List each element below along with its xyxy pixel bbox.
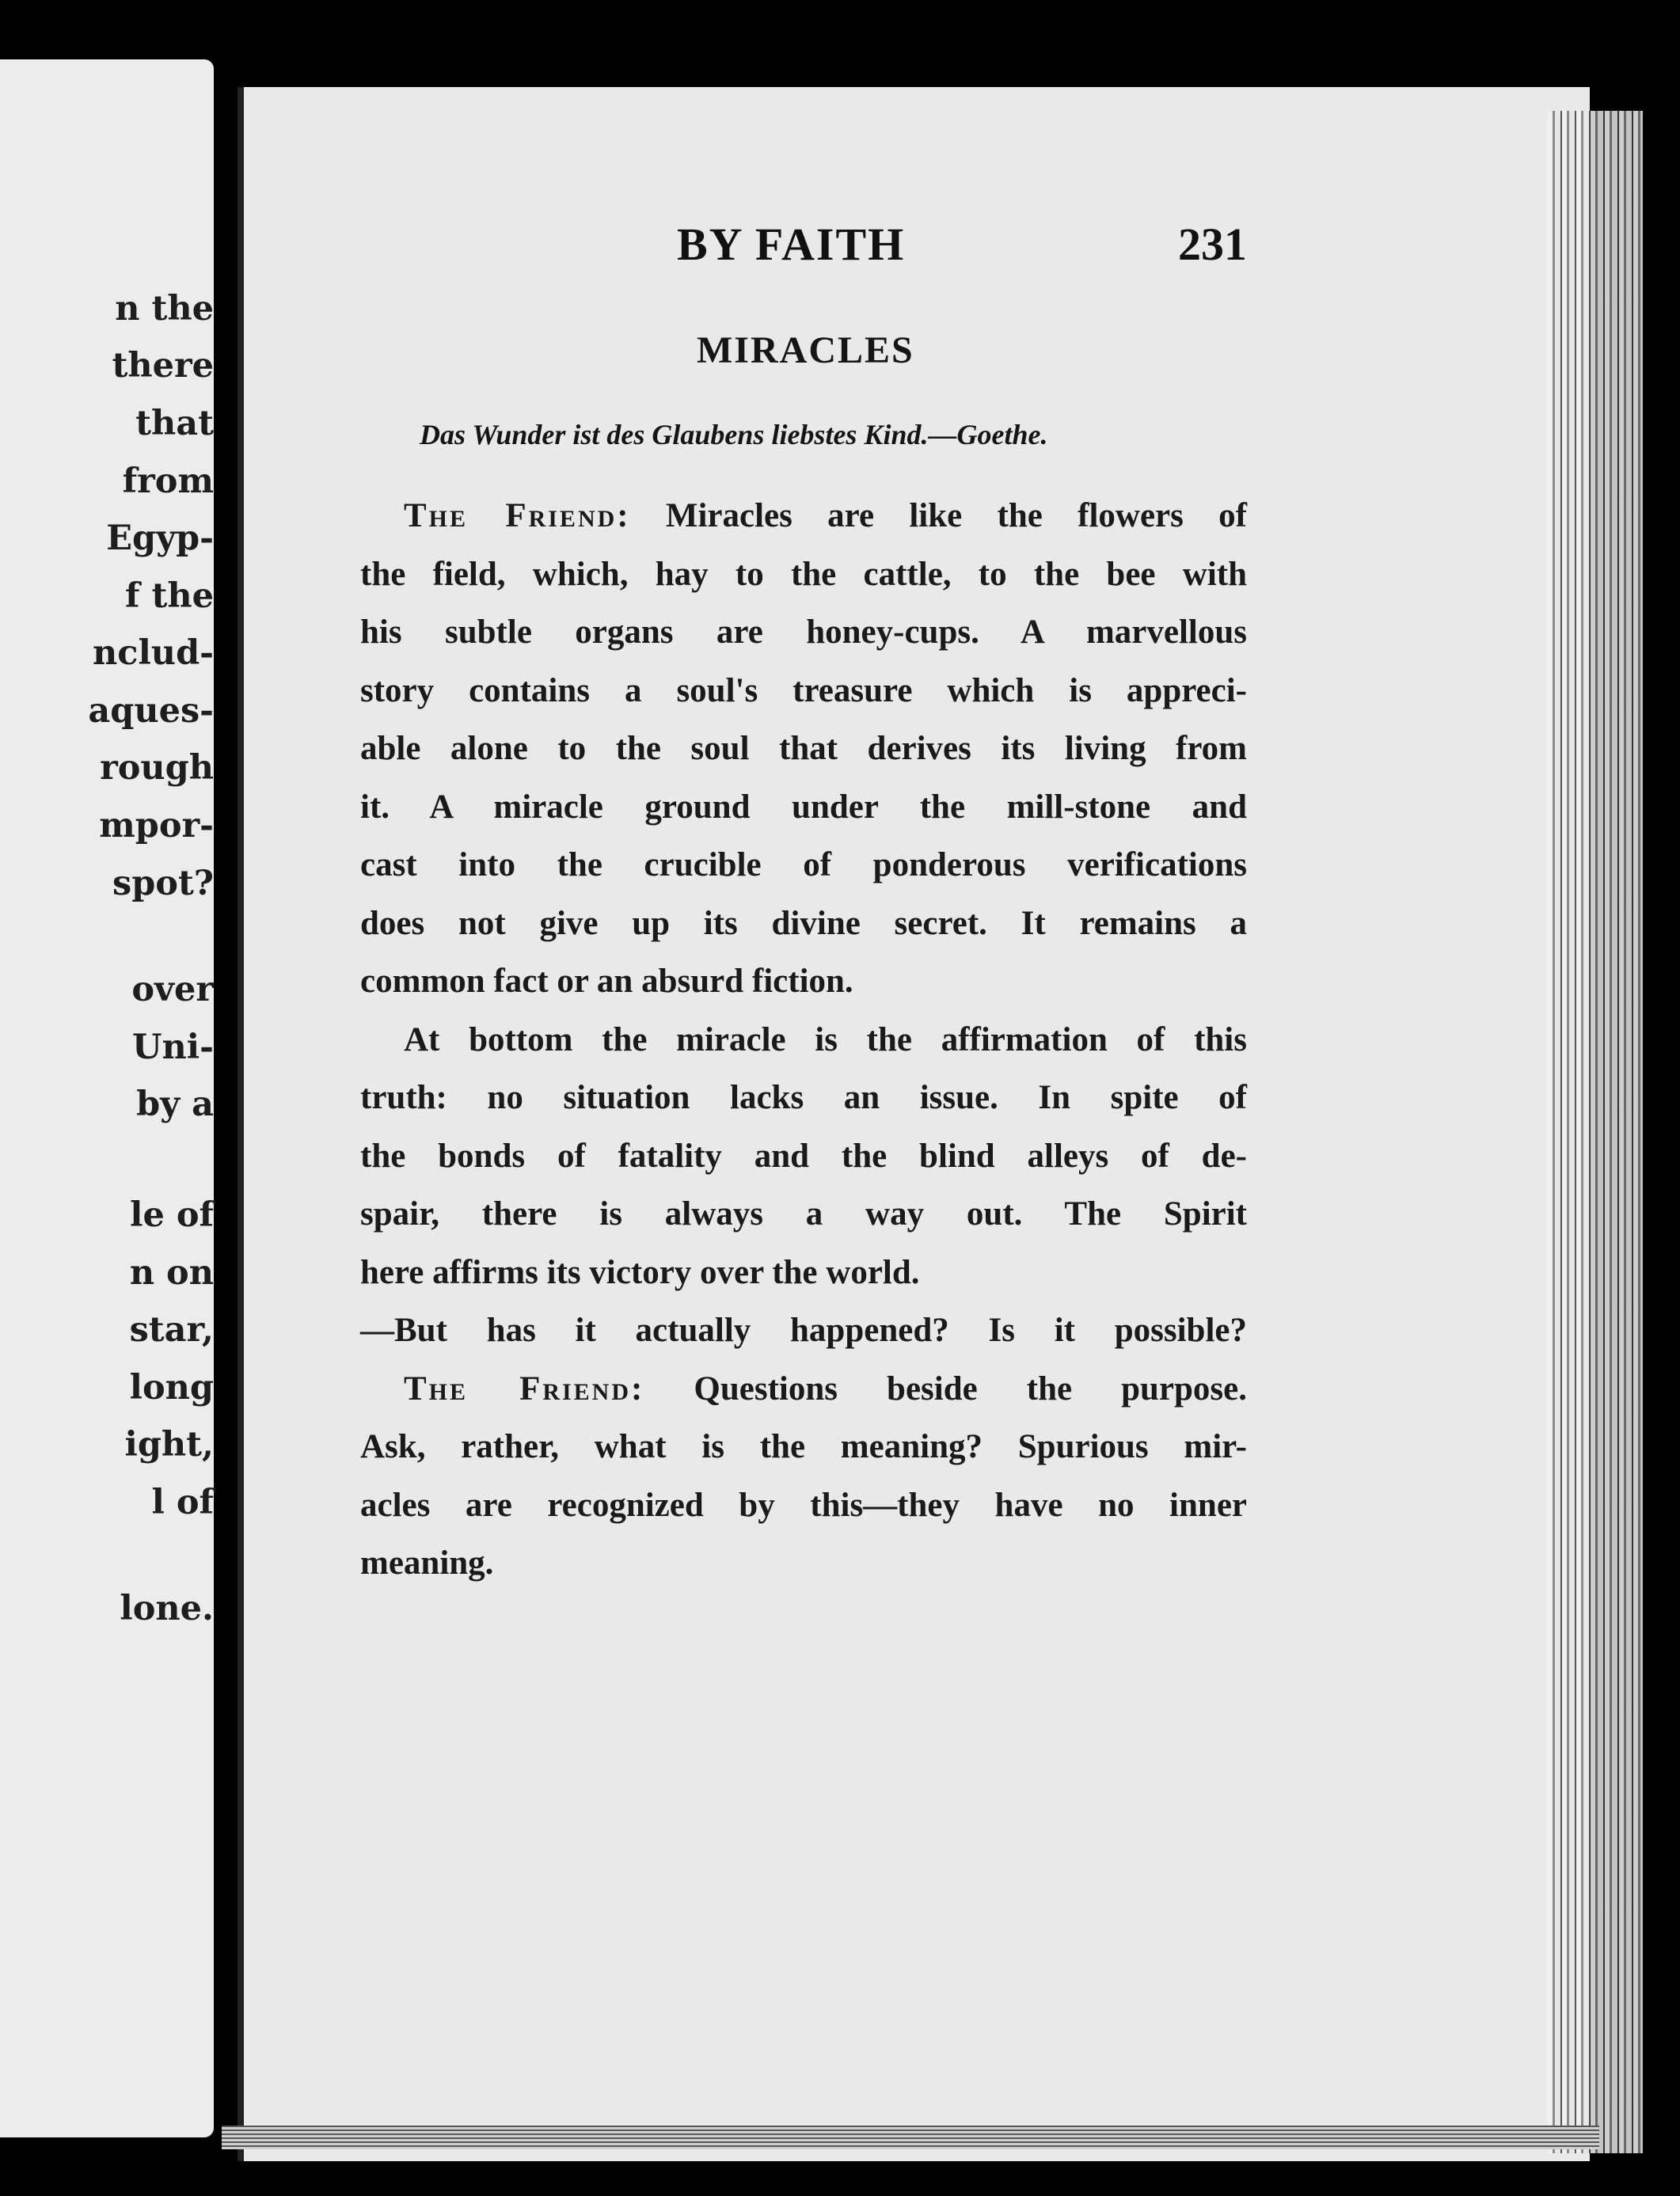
left-page-fragment: that <box>135 404 214 443</box>
page-number: 231 <box>1178 218 1247 270</box>
left-page-fragment: long <box>129 1368 214 1408</box>
left-page-fragment: spot? <box>112 864 214 903</box>
left-page-fragment: star, <box>129 1310 214 1350</box>
epigraph: Das Wunder ist des Glaubens liebstes Kind.—Goethe. <box>420 419 1048 450</box>
left-page-fragment: Uni- <box>132 1028 214 1067</box>
text-line: does not give up its divine secret. It remains a <box>360 904 1247 942</box>
page-bottom-edge <box>222 2126 1599 2149</box>
text-line: The Friend: Questions beside the purpose. <box>404 1370 1248 1408</box>
left-page-fragment: rough <box>100 748 214 788</box>
text-line: here affirms its victory over the world. <box>360 1253 920 1291</box>
left-page-fragment: le of <box>130 1195 214 1235</box>
previous-page-edge <box>0 59 214 2137</box>
text-line: able alone to the soul that derives its living from <box>360 730 1247 767</box>
speaker-label: The Friend: <box>404 1370 645 1408</box>
text-line: it. A miracle ground under the mill-stone and <box>360 788 1247 826</box>
body-text <box>360 487 1247 1593</box>
running-head: BY FAITH <box>677 218 906 270</box>
text-line: cast into the crucible of ponderous verifications <box>360 846 1247 883</box>
left-page-fragment: there <box>112 346 214 386</box>
left-page-fragment: mpor- <box>99 806 214 845</box>
speaker-label: The Friend: <box>404 497 631 534</box>
left-page-fragment: ight, <box>124 1425 214 1465</box>
text-line: the bonds of fatality and the blind alleys of de- <box>360 1137 1247 1175</box>
left-page-fragment: Egyp- <box>106 519 214 558</box>
left-page-fragment: n on <box>129 1253 214 1293</box>
text-line: the field, which, hay to the cattle, to the bee with <box>360 555 1247 593</box>
text-line: meaning. <box>360 1544 494 1582</box>
text-line: The Friend: Miracles are like the flowers of <box>404 497 1247 534</box>
left-page-fragment: by a <box>136 1085 214 1124</box>
left-page-fragment: nclud- <box>93 633 214 673</box>
text-line: At bottom the miracle is the affirmation of this <box>404 1020 1247 1058</box>
text-line: spair, there is always a way out. The Spirit <box>360 1195 1247 1233</box>
text-line: acles are recognized by this—they have no inner <box>360 1486 1247 1524</box>
text-line: truth: no situation lacks an issue. In spite of <box>360 1079 1247 1116</box>
left-page-fragment: f the <box>125 576 214 616</box>
left-page-fragment: lone. <box>120 1589 214 1628</box>
left-page-fragment: from <box>122 462 214 501</box>
text-line: —But has it actually happened? Is it possible? <box>360 1312 1247 1349</box>
left-page-fragment: l of <box>151 1483 214 1522</box>
left-page-fragment: over <box>131 970 214 1009</box>
page-fore-edge <box>1548 111 1643 2153</box>
text-line: Ask, rather, what is the meaning? Spurious mir- <box>360 1428 1247 1465</box>
left-page-fragment: n the <box>115 289 214 329</box>
left-page-fragment: aques- <box>88 691 214 731</box>
text-line: common fact or an absurd fiction. <box>360 963 853 1000</box>
text-line: story contains a soul's treasure which is appreci- <box>360 671 1247 709</box>
section-heading: MIRACLES <box>697 329 914 371</box>
text-line: his subtle organs are honey-cups. A marvellous <box>360 614 1247 651</box>
